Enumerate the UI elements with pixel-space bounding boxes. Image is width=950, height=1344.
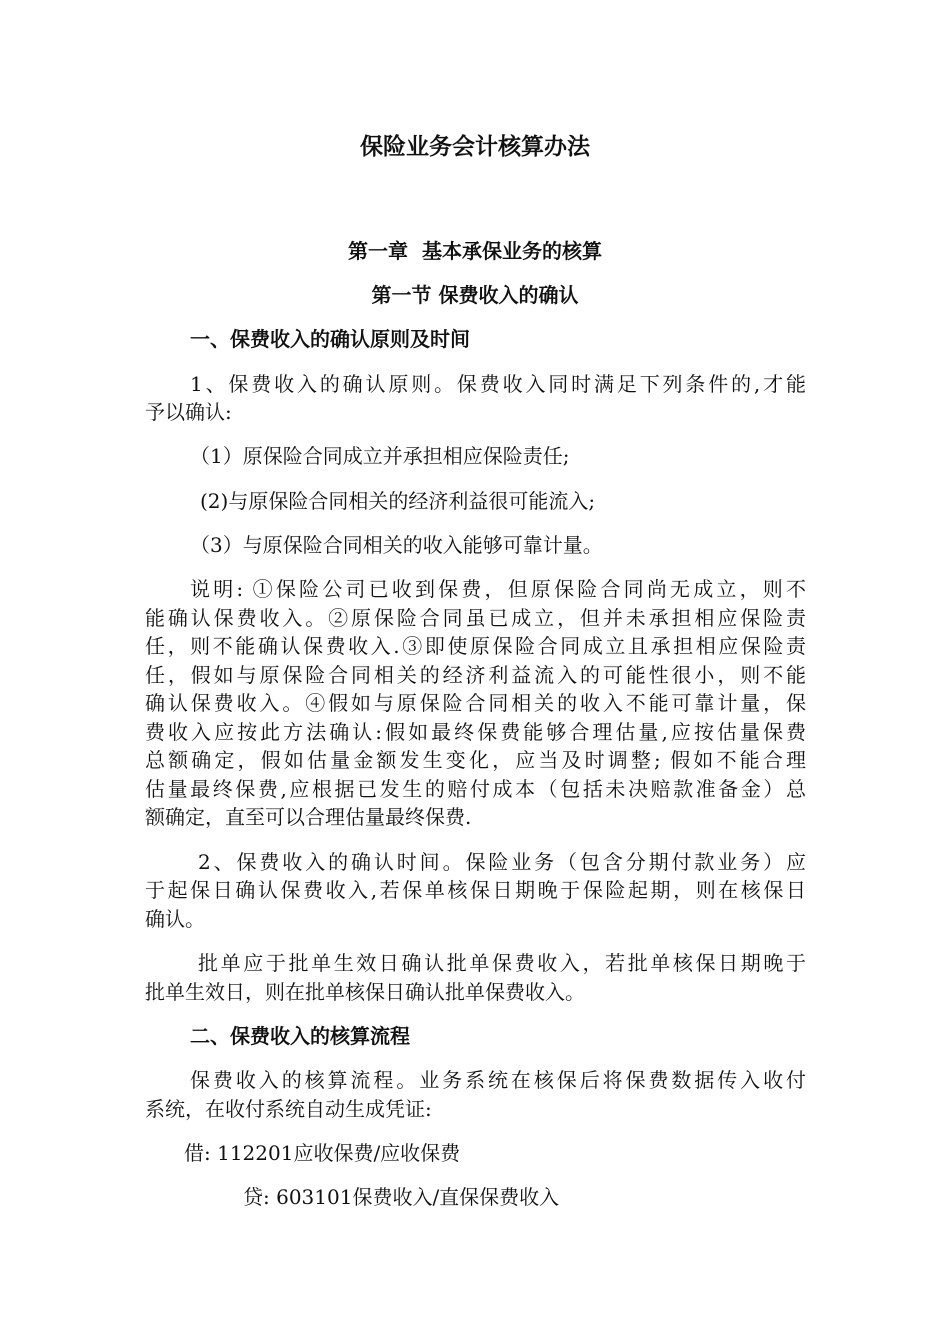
paragraph-line: 批单应于批单生效日确认批单保费收入，若批单核保日期晚于: [198, 951, 806, 975]
paragraph-line: 额确定，直至可以合理估量最终保费.: [145, 805, 472, 829]
paragraph-line: 估量最终保费,应根据已发生的赔付成本（包括未决赔款准备金）总: [145, 777, 806, 801]
paragraph-line: 确认。: [145, 907, 205, 931]
paragraph-line: 任，假如与原保险合同相关的经济利益流入的可能性很小，则不能: [145, 663, 806, 687]
paragraph-line: 说明: ①保险公司已收到保费，但原保险合同尚无成立，则不: [190, 577, 806, 601]
paragraph-line: 于起保日确认保费收入,若保单核保日期晚于保险起期，则在核保日: [145, 878, 806, 902]
condition-1: （1）原保险合同成立并承担相应保险责任;: [190, 444, 570, 468]
paragraph-line: 批单生效日，则在批单核保日确认批单保费收入。: [145, 980, 585, 1004]
paragraph-line: 2、保费收入的确认时间。保险业务（包含分期付款业务）应: [198, 850, 806, 874]
paragraph-line: 确认保费收入。④假如与原保险合同相关的收入不能可靠计量，保: [145, 691, 806, 715]
document-title: 保险业务会计核算办法: [360, 134, 590, 160]
heading-2: 二、保费收入的核算流程: [190, 1024, 410, 1048]
paragraph-line: 予以确认:: [145, 400, 232, 424]
journal-entry-debit: 借: 112201应收保费/应收保费: [184, 1141, 461, 1165]
chapter-heading: 第一章 基本承保业务的核算: [348, 239, 602, 263]
journal-entry-credit: 贷: 603101保费收入/直保保费收入: [243, 1185, 560, 1209]
condition-3: （3）与原保险合同相关的收入能够可靠计量。: [190, 533, 603, 557]
paragraph-line: 系统，在收付系统自动生成凭证:: [145, 1097, 432, 1121]
paragraph-line: 任，则不能确认保费收入.③即使原保险合同成立且承担相应保险责: [145, 634, 806, 658]
paragraph-line: 保费收入的核算流程。业务系统在核保后将保费数据传入收付: [190, 1068, 806, 1092]
paragraph-line: 能确认保费收入。②原保险合同虽已成立，但并未承担相应保险责: [145, 606, 806, 630]
condition-2: (2)与原保险合同相关的经济利益很可能流入;: [200, 489, 596, 513]
heading-1: 一、保费收入的确认原则及时间: [190, 327, 470, 351]
paragraph-line: 总额确定，假如估量金额发生变化，应当及时调整; 假如不能合理: [145, 748, 806, 772]
section-heading: 第一节 保费收入的确认: [371, 283, 579, 307]
paragraph-line: 1、保费收入的确认原则。保费收入同时满足下列条件的,才能: [190, 372, 806, 396]
paragraph-line: 费收入应按此方法确认:假如最终保费能够合理估量,应按估量保费: [145, 720, 806, 744]
